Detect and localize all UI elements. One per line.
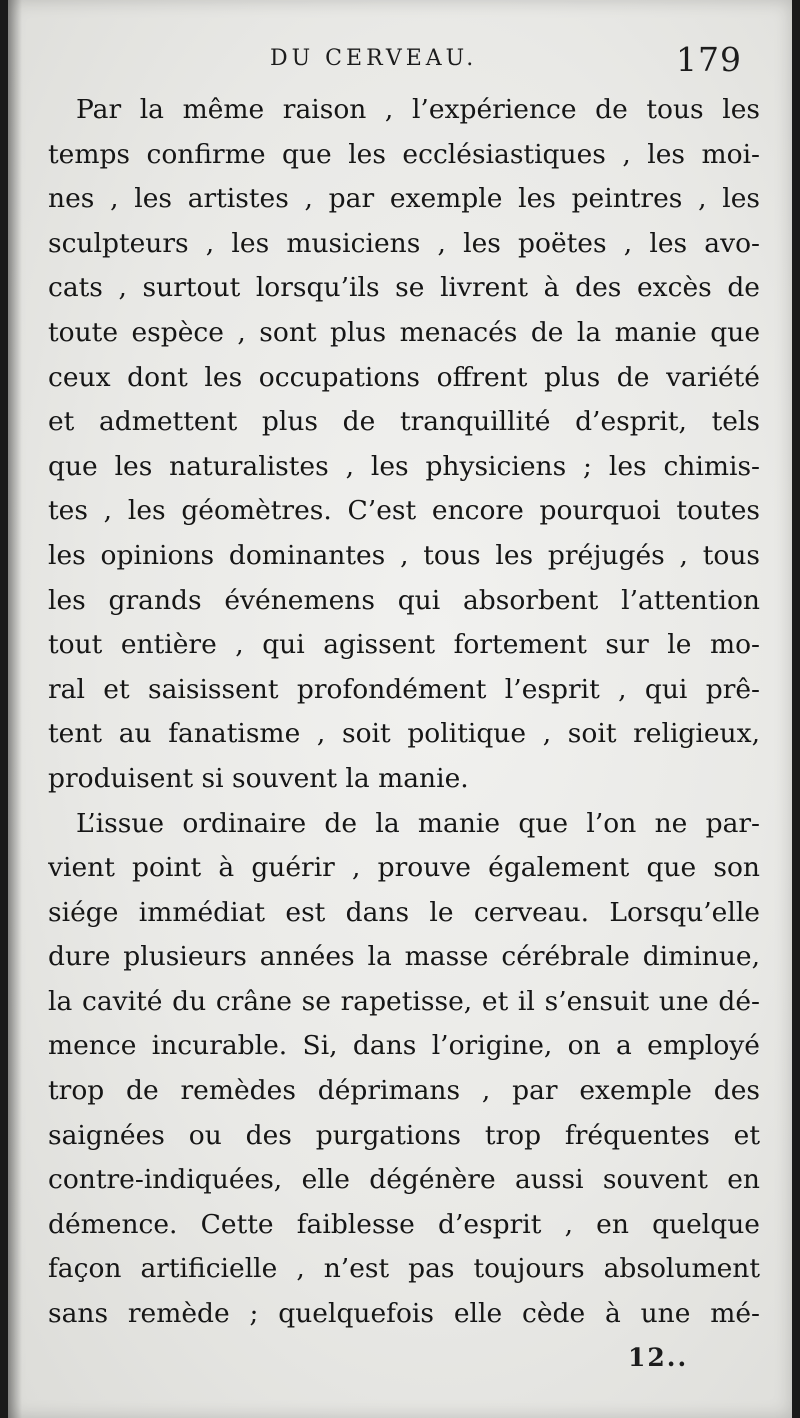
running-title: DU CERVEAU. [270, 46, 478, 71]
text-line: tout entière , qui agissent fortement sur le mo- [48, 629, 760, 661]
signature-mark: 12.. [628, 1343, 689, 1372]
text-line: et admettent plus de tranquillité d’esprit, tels [48, 406, 760, 438]
text-line: trop de remèdes déprimans , par exemple des [48, 1075, 760, 1107]
text-line: démence. Cette faiblesse d’esprit , en quelque [48, 1208, 760, 1240]
book-page [8, 0, 792, 1418]
text-line: la cavité du crâne se rapetisse, et il s’ensuit une dé- [48, 985, 760, 1017]
gutter-shadow [8, 0, 22, 1418]
text-line: cats , surtout lorsqu’ils se livrent à des excès de [48, 272, 760, 304]
text-line: tent au fanatisme , soit politique , soit religieux, [48, 718, 760, 750]
text-line: ceux dont les occupations offrent plus de variété [48, 361, 760, 393]
body-text [48, 88, 760, 1337]
text-line: que les naturalistes , les physiciens ; les chimis- [48, 450, 760, 482]
text-line: L’issue ordinaire de la manie que l’on ne par- [76, 807, 760, 839]
text-line: temps confirme que les ecclésiastiques , les moi- [48, 138, 760, 170]
text-line: mence incurable. Si, dans l’origine, on a employé [48, 1030, 760, 1062]
text-line: Par la même raison , l’expérience de tous les [76, 94, 760, 125]
text-line: siége immédiat est dans le cerveau. Lorsqu’elle [48, 896, 760, 928]
text-line: contre-indiquées, elle dégénère aussi souvent en [48, 1164, 760, 1196]
page-number: 179 [676, 40, 742, 79]
text-line: ral et saisissent profondément l’esprit , qui prê- [48, 673, 760, 705]
text-line: toute espèce , sont plus menacés de la manie que [48, 316, 760, 348]
text-line: façon artificielle , n’est pas toujours absolument [48, 1253, 760, 1285]
running-head [8, 40, 792, 80]
text-line: dure plusieurs années la masse cérébrale diminue, [48, 941, 760, 973]
text-line: sans remède ; quelquefois elle cède à une mé- [48, 1298, 760, 1330]
text-line: les opinions dominantes , tous les préjugés , tous [48, 539, 760, 571]
text-line: produisent si souvent la manie. [48, 762, 469, 794]
text-line: vient point à guérir , prouve également que son [48, 852, 760, 884]
text-line: tes , les géomètres. C’est encore pourquoi toutes [48, 495, 760, 527]
text-line: sculpteurs , les musiciens , les poëtes , les avo- [48, 227, 760, 259]
text-line: saignées ou des purgations trop fréquentes et [48, 1119, 760, 1151]
text-line: les grands événemens qui absorbent l’attention [48, 584, 760, 616]
text-line: nes , les artistes , par exemple les peintres , les [48, 183, 760, 215]
